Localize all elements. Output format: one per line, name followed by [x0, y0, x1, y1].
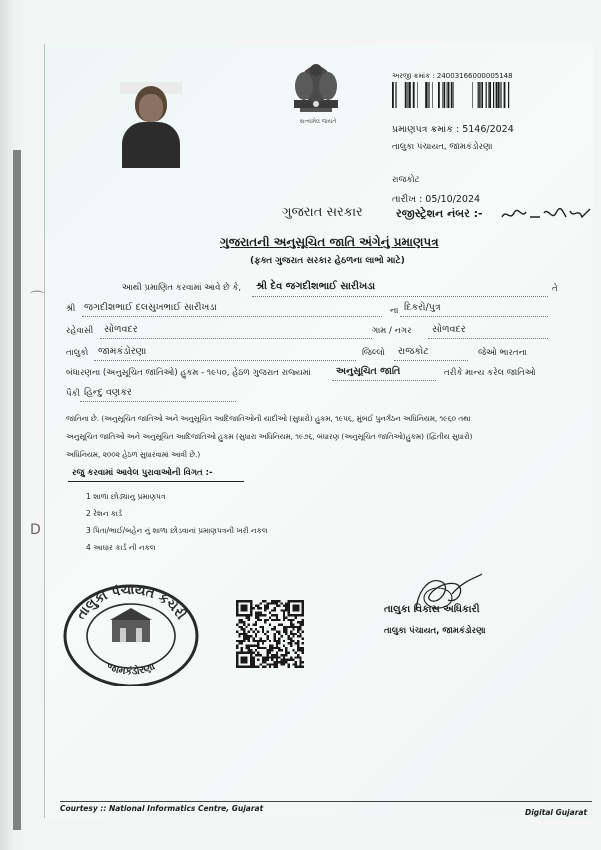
- relation-value: દિકરો/પુત્ર: [404, 302, 441, 313]
- caste-line: [80, 401, 236, 402]
- caste-value: હિન્દુ વણકર: [84, 387, 132, 398]
- district-label: જિલ્લો: [362, 348, 385, 358]
- relation-label: ના: [390, 306, 399, 316]
- punch-hole-mark: D: [30, 522, 41, 538]
- svg-text:જામકંડોરણા: [105, 661, 157, 678]
- residence-line: [100, 338, 372, 339]
- district-value: રાજકોટ: [398, 346, 429, 357]
- footer-courtesy: Courtesy :: National Informatics Centre, Gujarat: [60, 804, 264, 813]
- legal-text-block: [66, 410, 588, 464]
- district-line: [394, 360, 468, 361]
- national-emblem-icon: [286, 56, 346, 120]
- father-prefix: શ્રી: [66, 304, 76, 314]
- taluka-label: તાલુકો: [66, 348, 89, 358]
- caste-category-line: [332, 380, 436, 381]
- village-line: [428, 338, 548, 339]
- registration-label: રજીસ્ટ્રેશન નંબર :-: [396, 207, 483, 220]
- taluka-line: [94, 360, 356, 361]
- documents-list: [86, 488, 268, 556]
- document-item: 3 પિતા/ભાઈ/બહેન નું શાળા છોડવાનાં પ્રમાણપત્રની ખરી નકલ: [86, 526, 268, 535]
- document-item: 1 શાળા છોડ્યાનુ પ્રમાણપત્ર: [86, 492, 166, 501]
- text-suffix: તે: [552, 284, 558, 294]
- footer-digital-gujarat: Digital Gujarat: [525, 808, 588, 817]
- father-name-line: [82, 316, 382, 317]
- belongs-text: જેઓ ભારતના: [478, 348, 527, 358]
- scan-border-line: [13, 150, 21, 830]
- seal-top-text: તાલુકા પંચાયત કચેરી: [73, 582, 189, 623]
- qr-code-icon: [236, 600, 304, 668]
- taluka-value: જામકંડોરણા: [98, 346, 147, 357]
- caste-prefix: પૈકી: [66, 389, 80, 399]
- government-title: ગુજરાત સરકાર: [282, 205, 363, 220]
- legal-text-line: જાતિના છે. (અનુસૂચિત જાતિઓ અને અનુસૂચિત આદિજાતિઓની યાદીઓ (સુધારો) હુકમ, ૧૯૫૬, મુંબઈ પુનર્ગઠન અધિનિયમ, ૧૯૬૦ તથા: [66, 414, 471, 423]
- officer-office: તાલુકા પંચાયત, જામકંડોરણા: [384, 626, 486, 636]
- documents-heading-underline: [68, 481, 244, 482]
- document-item: 2 રેશન કાર્ડ: [86, 509, 123, 518]
- officer-designation: તાલુકા વિકાસ અધિકારી: [384, 604, 480, 615]
- residence-value: સોળવદર: [104, 324, 138, 335]
- document-item: 4 આધાર કાર્ડ ની નકલ: [86, 543, 156, 552]
- seal-bottom-text: જામકંડોરણા: [105, 661, 157, 678]
- relation-line: [400, 316, 548, 317]
- father-name: જગદીશભાઈ દલસુખભાઈ સારીખડા: [84, 302, 217, 313]
- handwritten-registration-number: [500, 203, 592, 225]
- certificate-subtitle: (ફક્ત ગુજરાત સરકાર હેઠળના લાભો માટે): [250, 256, 405, 266]
- applicant-photo: [120, 82, 182, 168]
- certificate-title: ગુજરાતની અનુસૂચિત જાતિ અંગેનું પ્રમાણપત્ર: [220, 235, 439, 249]
- punch-hole-mark: ⌒: [30, 291, 44, 307]
- constitution-text: બંધારણના (અનુસૂચિત જાતિઓ) હુકમ - ૧૯૫૦, હેઠળ ગુજરાત રાજ્યમાં: [66, 368, 311, 378]
- legal-text-line: અધિનિયમ, ૨૦૦૨ હેઠળ સુધારવામાં આવી છે.): [66, 450, 201, 459]
- village-value: સોળવદર: [432, 324, 466, 335]
- documents-heading: રજુ કરવામાં આવેલ પુરાવાઓની વિગત :-: [72, 468, 213, 478]
- applicant-name: શ્રી દેવ જગદીશભાઈ સારીખડા: [256, 281, 376, 292]
- certificate-number: પ્રમાણપત્ર ક્રમાંક : 5146/2024: [392, 124, 514, 135]
- footer-divider: [60, 801, 592, 802]
- certify-text: આથી પ્રમાણિત કરવામાં આવે છે કે,: [122, 283, 242, 293]
- emblem-caption: સત્યમેવ જયતે: [299, 118, 337, 125]
- residence-label: રહેવાસી: [66, 326, 94, 336]
- village-label: ગામ / નગર: [372, 326, 412, 336]
- caste-category: અનુસૂચિત જાતિ: [336, 366, 401, 377]
- district-header: રાજકોટ: [392, 175, 420, 185]
- issue-date: તારીખ : 05/10/2024: [392, 194, 481, 205]
- recognized-text: તરીકે માન્ય કરેલ જાતિઓ: [444, 368, 536, 378]
- legal-text-line: અનુસૂચિત જાતિઓ અને અનુસૂચિત આદિજાતિઓ હુકમ (સુધારા અધિનિયમ, ૧૯૭૬, બંધારણ (અનુસૂચિત જાતિઓ)હુકમ) (દ્વિતીય સુધારો): [66, 432, 473, 441]
- office-seal-icon: [62, 580, 200, 686]
- application-number: અરજી ક્રમાંક : 24003166000005148: [392, 72, 513, 80]
- barcode-icon: [392, 82, 510, 108]
- issuing-office: તાલુકા પંચાયત, જામકંડોરણા: [392, 142, 493, 152]
- applicant-name-line: [252, 296, 548, 297]
